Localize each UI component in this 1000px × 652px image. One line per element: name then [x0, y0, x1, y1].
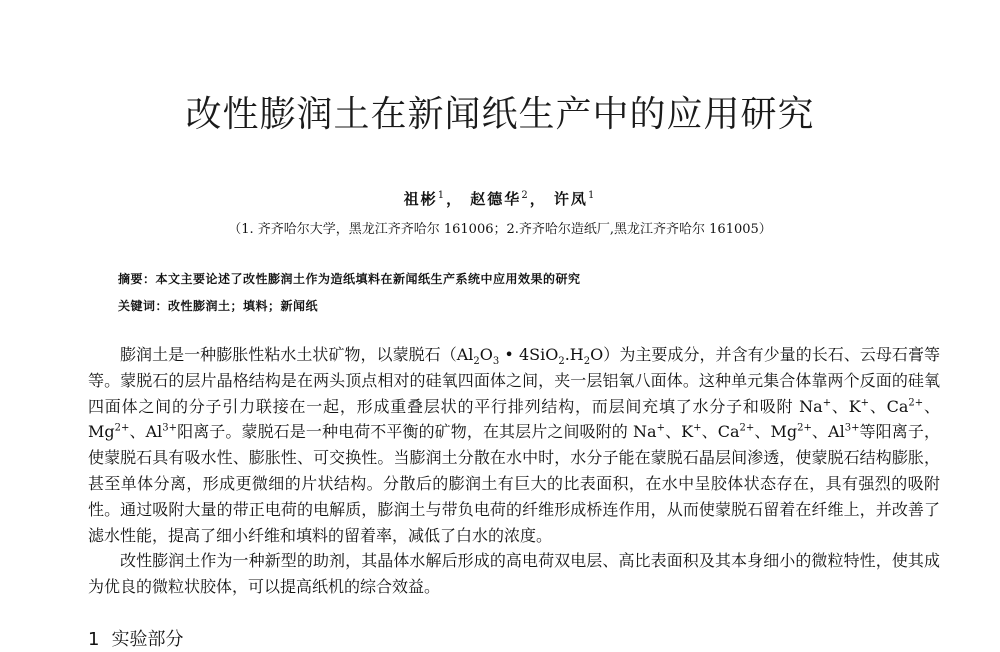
- author-affiliation-mark: 2: [521, 190, 530, 201]
- body-text: [88, 342, 940, 600]
- abstract: [118, 270, 581, 287]
- keywords: [118, 297, 318, 314]
- keywords-label: 关键词：: [118, 299, 169, 313]
- section-number: 1: [88, 629, 100, 650]
- author-affiliation-mark: 1: [587, 190, 597, 201]
- author-affiliation-mark: 1: [437, 190, 447, 201]
- paper-title: 改性膨润土在新闻纸生产中的应用研究: [185, 94, 815, 135]
- affiliations: （1. 齐齐哈尔大学，黑龙江齐齐哈尔 161006；2.齐齐哈尔造纸厂,黑龙江齐齐哈尔 161005）: [228, 222, 772, 237]
- author-name: 赵德华: [470, 190, 522, 208]
- abstract-text: 本文主要论述了改性膨润土作为造纸填料在新闻纸生产系统中应用效果的研究: [155, 272, 581, 286]
- author-name: 许凤: [553, 190, 588, 208]
- paragraph-intro: 膨润土是一种膨胀性粘水土状矿物，以蒙脱石（$Al_2O_3$ • $4SiO_2.H_2O$）为主要成分，并含有少量的长石、云母石膏等等。蒙脱石的层片晶格结构是在两头顶点相对的硅氧四面体之间，夹一层铝氧八面体。这种单元集合体靠两个反面的硅氧四面体之间的分子引力联接在一起，形成重叠层状的平行排列结构，而层间充填了水分子和吸附 Na+、K+、$Ca^{2+}$、$Mg^{2+}$、$Al^{3+}$阳离子。蒙脱石是一种电荷不平衡的矿物，在其层片之间吸附的 Na+、K+、$Ca^{2+}$、$Mg^{2+}$、$Al^{3+}$等阳离子，使蒙脱石具有吸水性、膨胀性、可交换性。当膨润土分散在水中时，水分子能在蒙脱石晶层间渗透，使蒙脱石结构膨胀，甚至单体分离，形成更微细的片状结构。分散后的膨润土有巨大的比表面积，在水中呈胶体状态存在，具有强烈的吸附性。通过吸附大量的带正电荷的电解质，膨润土与带负电荷的纤维形成桥连作用，从而使蒙脱石留着在纤维上，并改善了滤水性能，提高了细小纤维和填料的留着率，减低了白水的浓度。: [88, 345, 940, 545]
- author-list: 祖彬$^1$， 赵德华$^2$， 许凤$^1$: [403, 190, 597, 208]
- paragraph-modified-bentonite: 改性膨润土作为一种新型的助剂，其晶体水解后形成的高电荷双电层、高比表面积及其本身细小的微粒特性，使其成为优良的微粒状胶体，可以提高纸机的综合效益。: [88, 551, 940, 597]
- author-name: 祖彬: [403, 190, 438, 208]
- section-heading: [88, 625, 183, 651]
- section-title: 实验部分: [111, 629, 184, 650]
- keywords-text: 改性膨润土；填料；新闻纸: [168, 299, 319, 313]
- abstract-label: 摘要：: [118, 272, 156, 286]
